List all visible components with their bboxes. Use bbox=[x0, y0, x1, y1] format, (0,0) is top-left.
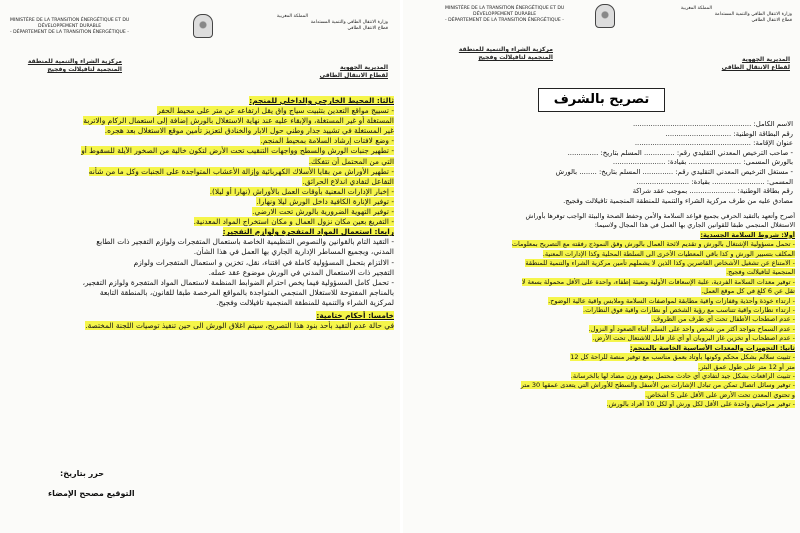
office-line: المديرية الجهوية bbox=[741, 56, 790, 63]
office-line: مركزية الشراء والتنمية للمنطقة bbox=[458, 46, 553, 53]
header-ar-line: قطاع الانتقال الطاقي bbox=[751, 18, 792, 23]
section3-line: - تطهير الأوراش من بقايا الأسلاك الكهربائية وإزالة الأعشاب المتواجدة على الجنبات وكل ما من شأنه bbox=[88, 166, 394, 176]
section3-line: التفاعل لتفادي اندلاع الحرائق. bbox=[302, 176, 394, 186]
office-right bbox=[680, 56, 790, 72]
office-right bbox=[278, 64, 388, 80]
section3-line: - تطهير جنبات الورش والسطح وواجهات التنقيب تحت الأرض لتكون خالية من الصخور الآيلة للسقوط أو bbox=[81, 146, 394, 156]
section4-line: بالمناجم المفتوحة للاستغلال المنجمي المتواجدة بالمواقع المرخصة طبقا للقانون، بالمنطقة التابعة bbox=[99, 287, 394, 297]
signature-date: حرر بتاريخ: bbox=[60, 469, 104, 478]
form-line: عنوان الإقامة: ..................................................... bbox=[634, 139, 793, 148]
form-line: بالورش المسمى: ........................ بقيادة: ........................ bbox=[612, 158, 793, 167]
section1-line: - عدم اصطحاب الأطفال تحت أي ظرف من الظروف. bbox=[651, 315, 795, 324]
section4-line: - الالتزام بتحمل المسؤولية كاملة في اقتناء، نقل، تخزين و استعمال المتفجرات ولوازم bbox=[133, 257, 394, 267]
section1-line: المنجمية لتافيلالت وفجيج. bbox=[726, 268, 795, 277]
section3-line: - التفريغ بعين مكان نزول العمال و مكان استخراج المواد المعدنية. bbox=[193, 217, 394, 227]
office-line: المنجمية لتافيلالت وفجيج bbox=[47, 66, 122, 73]
section1-line: تقل عن 6 كلغ في كل موقع العمل. bbox=[701, 287, 795, 296]
section1-line: - ارتداء خوذة وأحذية وقفازات واقية مطابقة لمواصفات السلامة وملابس واقية عالية الوضوح. bbox=[548, 296, 795, 305]
form-line: رقم البطاقة الوطنية: .............................. bbox=[665, 129, 793, 138]
section3-line: غير المستغلة في تشييد جدار وطني حول الابار والخنادق لتعزيز تأمين موقع الاستغلال بعد هجره. bbox=[104, 126, 394, 136]
section4-title: رابعا: استعمال المواد المتفجرة ولوازم التفجير: bbox=[222, 227, 394, 237]
section1-title: أولا: شروط السلامة الجسدية: bbox=[700, 230, 795, 239]
header-ar-line: وزارة الانتقال الطاقي والتنمية المستدامة bbox=[714, 12, 792, 17]
right-form bbox=[413, 120, 793, 206]
section1-line: المكلف بتسيير الورش و كذا باقي المعطيات الأخرى الى السلطة المحلية وكذا الإدارات المعنية. bbox=[542, 249, 795, 258]
section5-title: خامسا: أحكام ختامية: bbox=[316, 310, 394, 320]
coat-of-arms-icon bbox=[193, 14, 213, 38]
section1-line: - ارتداء نظارات واقية تتناسب مع رؤية الشخص أو نظارات واقية فوق النظارات. bbox=[583, 306, 795, 315]
section3-line: - إخبار الإدارات المعنية بأوقات العمل بالأوراش (نهارا أو ليلا). bbox=[209, 186, 394, 196]
header-ar-line: المملكة المغربية bbox=[680, 6, 712, 11]
left-body bbox=[6, 96, 394, 331]
section3-line: التي من المحتمل أن تتفكك. bbox=[308, 156, 394, 166]
section2-line: - توفير مراحيض واحدة على الأقل لكل ورش أو لكل 10 أفراد بالورش. bbox=[606, 400, 795, 409]
section4-line: التفجير ذات الاستعمال المدني في الورش موضوع عقد عمله. bbox=[208, 267, 394, 277]
office-line: المديرية الجهوية bbox=[339, 64, 388, 71]
header-fr-line: - DÉPARTEMENT DE LA TRANSITION ÉNERGÉTIQUE - bbox=[10, 30, 129, 35]
header-fr bbox=[10, 18, 129, 36]
section4-line: المدني، وبجميع المساطر الإدارية الجاري بها العمل في هذا الشأن. bbox=[193, 247, 394, 257]
coat-of-arms-icon bbox=[595, 4, 615, 28]
right-body bbox=[409, 212, 795, 410]
section1-line: - عدم اصطحاب أو تخزين غاز البروبان أو أي غاز قابل للاشتعال تحت الأرض. bbox=[592, 334, 795, 343]
office-line: المنجمية لتافيلالت وفجيج bbox=[478, 54, 553, 61]
header-ar bbox=[238, 14, 388, 32]
form-line: المسمى: ........................ بقيادة: ........................ bbox=[636, 177, 793, 186]
section2-line: - تثبيت الرافعات بشكل جيد لتفادي أي حادث محتمل يوضع وزن مضاد لها بالخرسانة. bbox=[570, 371, 795, 380]
section1-line: - الامتناع عن تشغيل الأشخاص القاصرين وكذا الذين لا يشملهم تأمين مركزية الشراء والتنمية للمنطقة bbox=[525, 259, 795, 268]
section2-line: - توفير وسائل اتصال تمكن من تبادل الإشارات بين الأسفل والسطح للأوراش التي يتعدى عمقها 30 متر bbox=[520, 381, 795, 390]
form-line: - مستغل الترخيص المعدني التقليدي رقم: .............. المسلم بتاريخ: ........ بالورش bbox=[555, 167, 793, 176]
form-line: الاسم الكامل: ...................................................... bbox=[632, 120, 793, 128]
section3-line: - توفير الإنارة الكافية داخل الورش ليلا ونهارا. bbox=[256, 196, 394, 206]
header-fr-line: MINISTÈRE DE LA TRANSITION ÉNERGÉTIQUE ET DU bbox=[445, 6, 565, 11]
declaration-title: تصريح بالشرف bbox=[538, 88, 665, 112]
office-line: مركزية الشراء والتنمية للمنطقة bbox=[27, 58, 122, 65]
section2-line: - تثبيت سلالم بشكل محكم وكونها بأوتاد بعمق مناسب مع توفير منصة للراحة كل 12 bbox=[570, 353, 795, 362]
section3-line: - تسييج مواقع التعدين بتثبيت سياج واق يقل ارتفاعه عن متر على محيط الحفر bbox=[157, 106, 394, 116]
signature-label: التوقيع مصحح الإمضاء bbox=[48, 489, 135, 498]
section4-line: لمركزية الشراء والتنمية للمنطقة المنجمية تافيلالت وفجيج. bbox=[216, 297, 394, 307]
section2-title: ثانيا: التجهيزات والمعدات الأساسية الخاصة بالمنجم: bbox=[630, 343, 795, 352]
section5-line: في حالة عدم التقيد بأحد بنود هذا التصريح، سيتم اغلاق الورش الى حين تنفيذ توصيات اللجنة المختصة. bbox=[85, 321, 394, 331]
header-fr-line: MINISTÈRE DE LA TRANSITION ÉNERGÉTIQUE ET DU bbox=[10, 18, 130, 23]
header-ar-line: قطاع الانتقال الطاقي bbox=[347, 26, 388, 31]
section3-title: ثالثا: المحيط الخارجي والداخلي للمنجم: bbox=[249, 96, 394, 105]
intro-line: أصرح وأتعهد بالتقيد الحرفي بجميع قواعد السلامة والأمن وحفظ الصحة والبيئة الواجب توفرها بأوراش bbox=[525, 212, 795, 220]
form-line: مصادق عليه من طرف مركزية الشراء والتنمية للمنطقة المنجمية تافيلالت وفجيج. bbox=[563, 196, 793, 205]
section1-line: - توفير معدات السلامة الفردية، علبة الإسعافات الأولية وتعبئة إطفاء، واحدة على الأقل محمولة بسعة لا bbox=[521, 277, 795, 286]
section3-line: - توفير التهوية الضرورية بالورش تحت الارضي. bbox=[252, 207, 394, 217]
section1-line: - تحمل مسؤولية الإشتغال بالورش و تقديم لائحة العمال بالورش وفق النموذج رفقته مع التصريح بمعلومات bbox=[511, 240, 795, 249]
section2-line: و تحتوي المعدن تحت الأرض على الأقل على 5 أشخاص. bbox=[645, 390, 795, 399]
header-fr-line: - DÉPARTEMENT DE LA TRANSITION ÉNERGÉTIQUE - bbox=[445, 18, 564, 23]
header-fr-line: DÉVELOPPEMENT DURABLE bbox=[38, 24, 102, 29]
section3-line: المستغلة أو غير المستغلة، والإبقاء عليه عند نهاية الاستغلال بالورش إضافة إلى استعمال الركام والاتربة bbox=[83, 116, 394, 126]
section2-line: متر أو 12 متر على طول عمق البئر. bbox=[698, 362, 795, 371]
header-ar bbox=[642, 6, 792, 24]
header-ar-line: وزارة الانتقال الطاقي والتنمية المستدامة bbox=[310, 20, 388, 25]
header-fr-line: DÉVELOPPEMENT DURABLE bbox=[473, 12, 537, 17]
section1-line: - عدم السماح بتواجد أكثر من شخص واحد على السلم أثناء الصعود أو النزول. bbox=[588, 324, 795, 333]
office-line: لقطاع الانتقال الطاقي bbox=[319, 72, 388, 79]
header-fr bbox=[445, 6, 564, 24]
section4-line: - التقيد التام بالقوانين والنصوص التنظيمية الخاصة باستعمال المتفجرات ولوازم التفجير ذات الطابع bbox=[96, 237, 394, 247]
header-ar-line: المملكة المغربية bbox=[276, 14, 308, 19]
form-line: - صاحب الترخيص المعدني التقليدي رقم: .............. المسلم بتاريخ: .............. bbox=[567, 148, 793, 157]
form-line: رقم بطاقة الوطنية: ..................... بموجب عقد شراكة bbox=[632, 187, 793, 196]
right-page bbox=[403, 0, 800, 533]
office-left bbox=[443, 46, 553, 62]
office-line: لقطاع الانتقال الطاقي bbox=[721, 64, 790, 71]
section4-line: - تحمل كامل المسؤولية فيما يخص احترام الضوابط المنظمة لاستعمال المواد المتفجرة ولوازم التفجير، bbox=[82, 277, 394, 287]
office-left bbox=[12, 58, 122, 74]
section3-line: - وضع لافتات إرشاد السلامة بمحيط المنجم. bbox=[260, 136, 394, 146]
intro-line: الاستغلال المنجمي طبقا للقوانين الجاري بها العمل في هذا المجال ولاسيما: bbox=[594, 221, 795, 230]
